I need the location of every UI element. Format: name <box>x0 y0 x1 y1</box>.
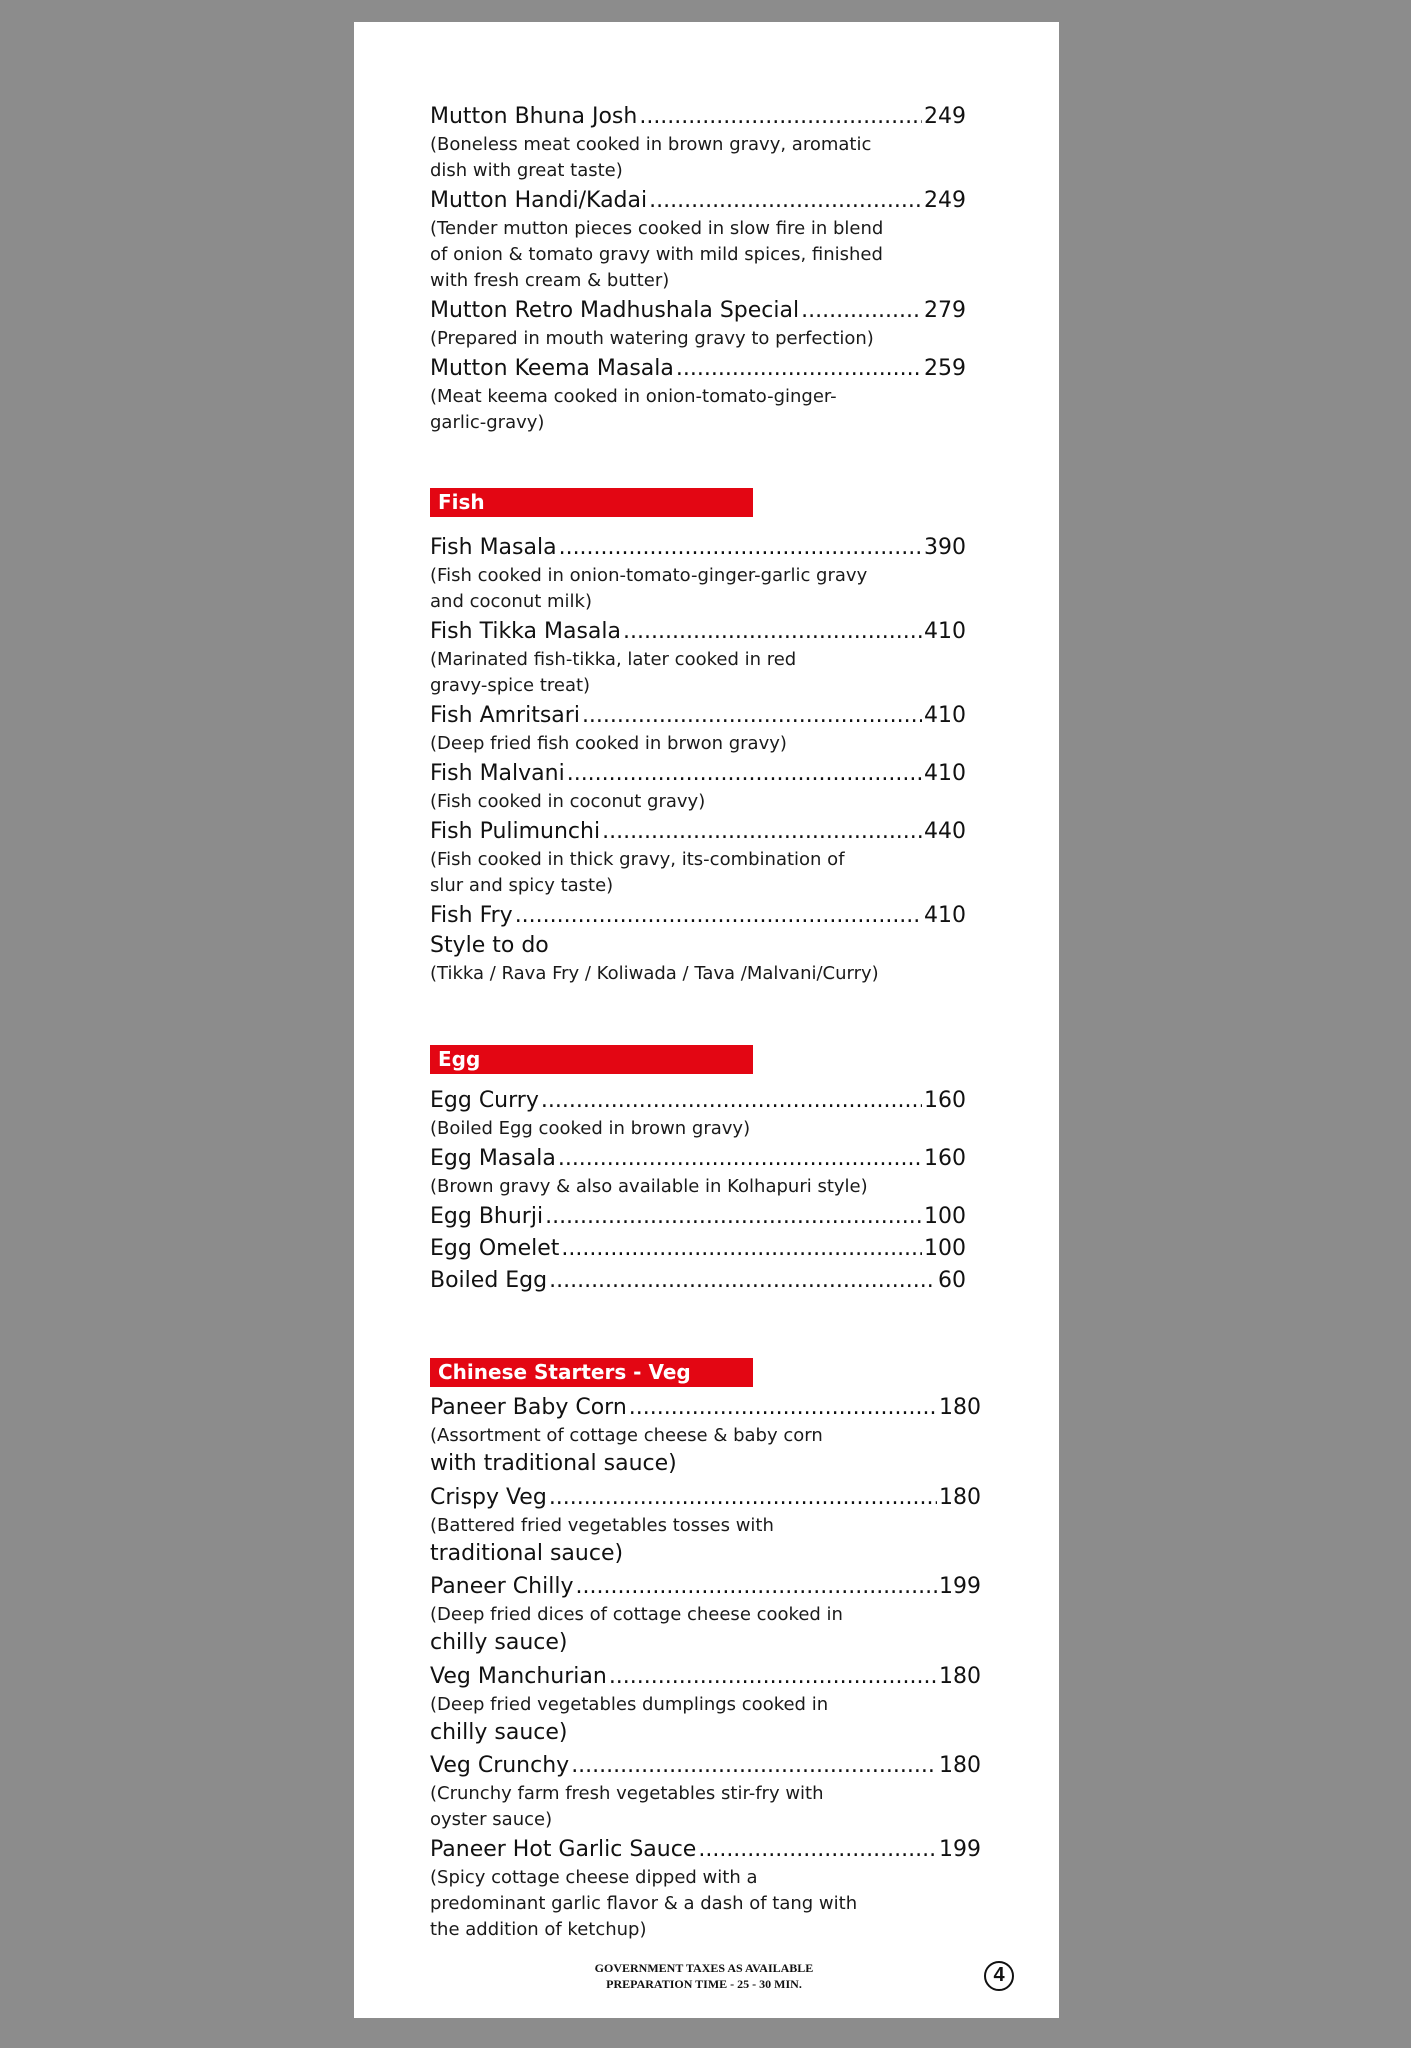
item-price: 180 <box>939 1664 981 1689</box>
item-price: 249 <box>924 188 966 213</box>
leader-dots <box>541 1086 922 1116</box>
leader-dots <box>649 186 922 216</box>
item-description: (Deep fried vegetables dumplings cooked in <box>430 1694 829 1715</box>
item-price: 100 <box>924 1236 966 1261</box>
item-name: Fish Fry <box>430 903 513 928</box>
item-name: Fish Malvani <box>430 761 565 786</box>
item-description: (Tender mutton pieces cooked in slow fire in blend of onion & tomato gravy with mild spices, finished with fresh cream & butter) <box>430 218 884 291</box>
menu-item <box>430 533 966 615</box>
item-price: 199 <box>939 1574 981 1599</box>
leader-dots <box>639 102 922 132</box>
item-name: Paneer Chilly <box>430 1574 574 1599</box>
item-description: (Deep fried dices of cottage cheese cooked in <box>430 1604 843 1625</box>
item-description: (Spicy cottage cheese dipped with a predominant garlic flavor & a dash of tang with the addition of ketchup) <box>430 1867 858 1940</box>
leader-dots <box>571 1751 937 1781</box>
footer-prep-time: PREPARATION TIME - 25 - 30 MIN. <box>606 1977 802 1991</box>
leader-dots <box>698 1835 937 1865</box>
menu-item <box>430 817 966 899</box>
menu-item <box>430 701 966 757</box>
item-price: 199 <box>939 1837 981 1862</box>
leader-dots <box>602 817 922 847</box>
item-description: (Fish cooked in onion-tomato-ginger-garlic gravy and coconut milk) <box>430 565 868 612</box>
item-name: Egg Omelet <box>430 1236 560 1261</box>
menu-item <box>430 1572 981 1658</box>
item-name: Mutton Keema Masala <box>430 356 674 381</box>
item-description: (Prepared in mouth watering gravy to perfection) <box>430 328 874 349</box>
item-price: 390 <box>924 535 966 560</box>
item-price: 180 <box>939 1395 981 1420</box>
leader-dots <box>549 1266 936 1296</box>
menu-item <box>430 102 966 184</box>
page-number: 4 <box>984 1961 1014 1991</box>
item-name: Paneer Hot Garlic Sauce <box>430 1837 697 1862</box>
item-name: Mutton Handi/Kadai <box>430 188 648 213</box>
style-options: (Tikka / Rava Fry / Koliwada / Tava /Malvani/Curry) <box>430 963 879 984</box>
item-description: (Crunchy farm fresh vegetables stir-fry with oyster sauce) <box>430 1783 824 1830</box>
item-description-cont: chilly sauce) <box>430 1720 568 1745</box>
item-price: 279 <box>924 298 966 323</box>
item-name: Fish Tikka Masala <box>430 619 622 644</box>
item-name: Paneer Baby Corn <box>430 1395 627 1420</box>
item-name: Crispy Veg <box>430 1485 547 1510</box>
menu-item <box>430 1202 966 1232</box>
item-price: 160 <box>924 1146 966 1171</box>
menu-item <box>430 186 966 294</box>
item-price: 410 <box>924 903 966 928</box>
item-name: Egg Masala <box>430 1146 556 1171</box>
leader-dots <box>567 759 922 789</box>
menu-item <box>430 1835 981 1943</box>
leader-dots <box>575 1572 937 1602</box>
item-description: (Boiled Egg cooked in brown gravy) <box>430 1118 751 1139</box>
item-name: Veg Manchurian <box>430 1664 607 1689</box>
style-label: Style to do <box>430 933 549 958</box>
menu-item <box>430 1393 981 1479</box>
item-name: Veg Crunchy <box>430 1753 570 1778</box>
item-description: (Fish cooked in coconut gravy) <box>430 791 706 812</box>
item-price: 100 <box>924 1204 966 1229</box>
menu-item <box>430 354 966 436</box>
item-name: Fish Amritsari <box>430 703 580 728</box>
menu-item <box>430 1483 981 1569</box>
leader-dots <box>609 1662 937 1692</box>
leader-dots <box>629 1393 937 1423</box>
footer-note <box>514 1960 894 1992</box>
item-price: 259 <box>924 356 966 381</box>
menu-item <box>430 1086 966 1142</box>
item-price: 180 <box>939 1753 981 1778</box>
menu-item <box>430 759 966 815</box>
leader-dots <box>559 533 922 563</box>
menu-item <box>430 617 966 699</box>
item-price: 160 <box>924 1088 966 1113</box>
section-header-egg: Egg <box>430 1045 753 1074</box>
menu-page <box>354 22 1059 2018</box>
menu-item <box>430 1662 981 1748</box>
item-price: 180 <box>939 1485 981 1510</box>
item-price: 410 <box>924 703 966 728</box>
item-description: (Deep fried fish cooked in brwon gravy) <box>430 733 787 754</box>
item-description: (Assortment of cottage cheese & baby corn <box>430 1425 823 1446</box>
leader-dots <box>561 1234 922 1264</box>
footer-taxes: GOVERNMENT TAXES AS AVAILABLE <box>594 1961 814 1975</box>
item-description: (Brown gravy & also available in Kolhapuri style) <box>430 1176 868 1197</box>
item-description-cont: chilly sauce) <box>430 1630 568 1655</box>
item-description: (Meat keema cooked in onion-tomato-ginger-garlic-gravy) <box>430 386 837 433</box>
item-description-cont: traditional sauce) <box>430 1541 624 1566</box>
section-header-chinese-veg: Chinese Starters - Veg <box>430 1358 753 1387</box>
leader-dots <box>582 701 922 731</box>
section-header-fish: Fish <box>430 488 753 517</box>
item-description: (Marinated fish-tikka, later cooked in red gravy-spice treat) <box>430 649 797 696</box>
item-name: Fish Pulimunchi <box>430 819 601 844</box>
menu-item <box>430 1234 966 1264</box>
item-description-cont: with traditional sauce) <box>430 1451 677 1476</box>
item-name: Egg Curry <box>430 1088 539 1113</box>
leader-dots <box>549 1483 937 1513</box>
item-description: (Battered fried vegetables tosses with <box>430 1515 774 1536</box>
item-name: Mutton Retro Madhushala Special <box>430 298 800 323</box>
leader-dots <box>545 1202 922 1232</box>
leader-dots <box>801 296 922 326</box>
item-description: (Fish cooked in thick gravy, its-combination of slur and spicy taste) <box>430 849 845 896</box>
item-description: (Boneless meat cooked in brown gravy, aromatic dish with great taste) <box>430 134 872 181</box>
menu-item <box>430 1144 966 1200</box>
menu-item <box>430 296 966 352</box>
leader-dots <box>676 354 922 384</box>
item-name: Boiled Egg <box>430 1268 548 1293</box>
item-price: 410 <box>924 619 966 644</box>
menu-item <box>430 901 966 987</box>
item-price: 60 <box>938 1268 966 1293</box>
menu-item <box>430 1266 966 1296</box>
leader-dots <box>623 617 922 647</box>
menu-item <box>430 1751 981 1833</box>
item-price: 249 <box>924 104 966 129</box>
item-name: Fish Masala <box>430 535 557 560</box>
leader-dots <box>515 901 922 931</box>
item-name: Mutton Bhuna Josh <box>430 104 638 129</box>
item-price: 440 <box>924 819 966 844</box>
item-name: Egg Bhurji <box>430 1204 544 1229</box>
leader-dots <box>558 1144 922 1174</box>
item-price: 410 <box>924 761 966 786</box>
